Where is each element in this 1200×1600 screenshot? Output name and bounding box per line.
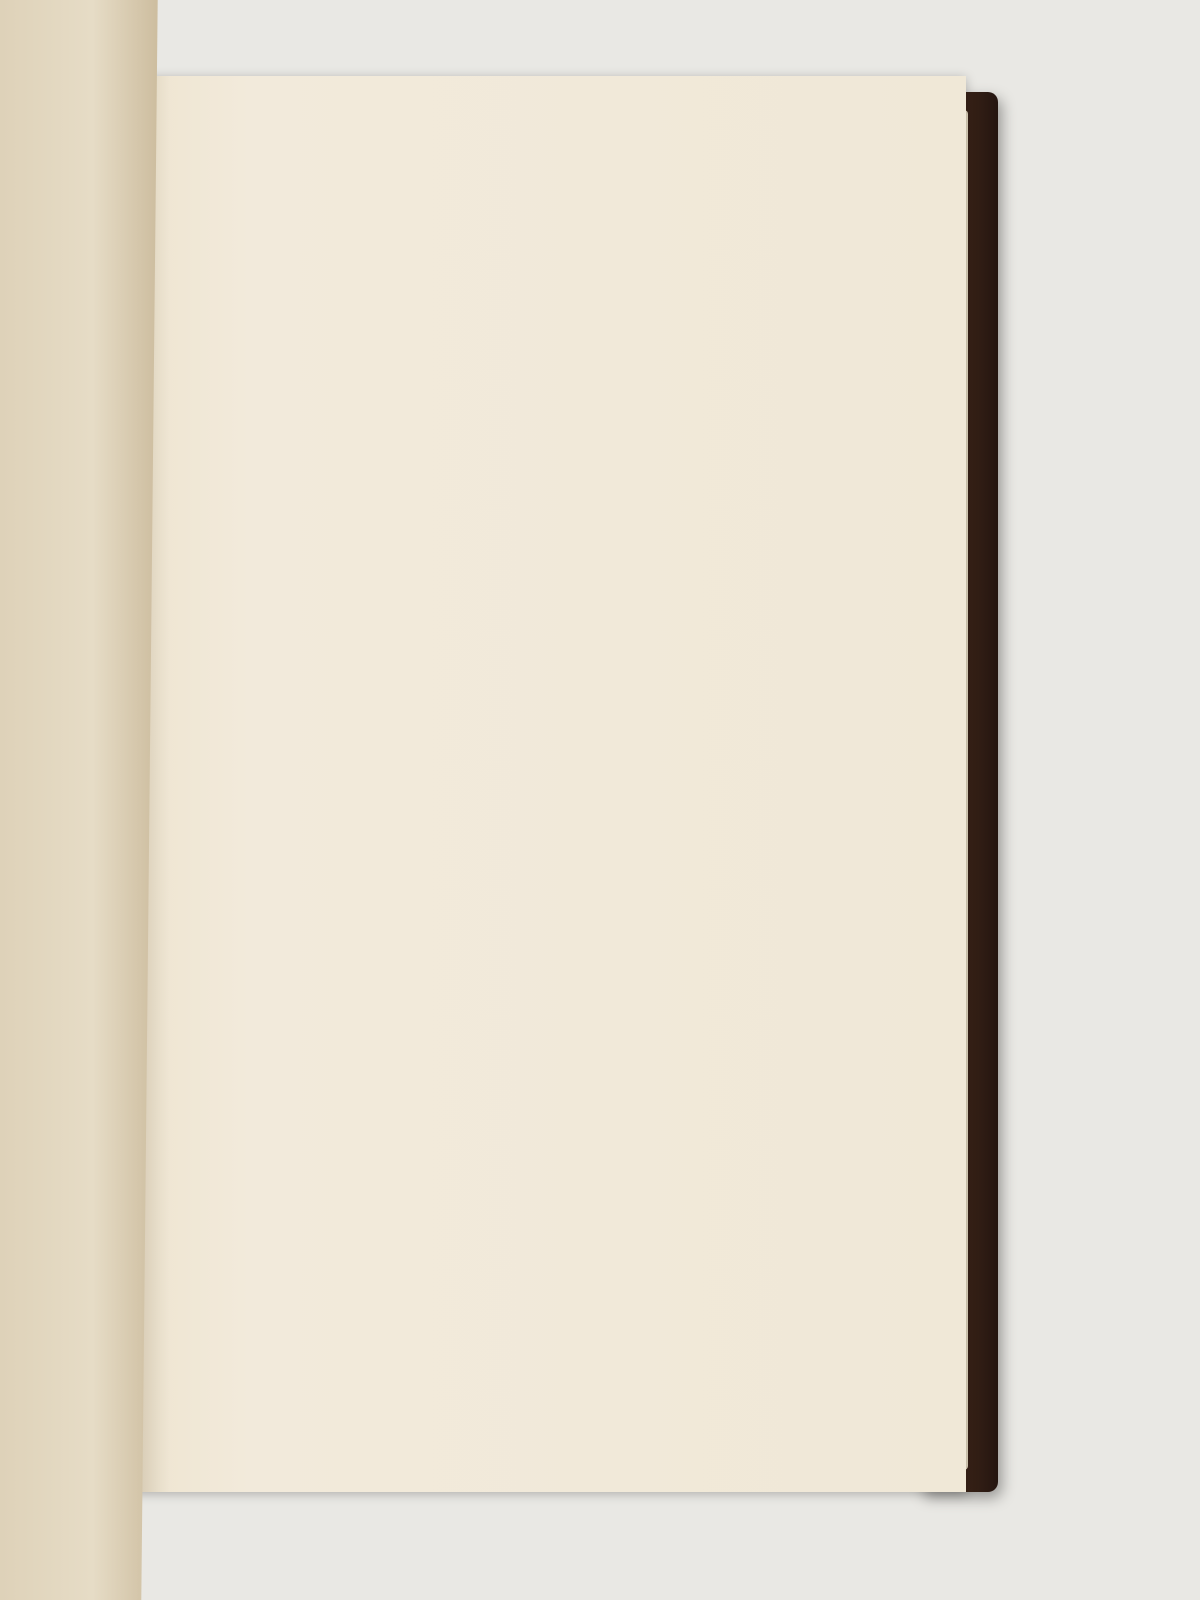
right-page <box>110 76 966 1492</box>
running-head <box>172 138 822 172</box>
left-page <box>0 0 158 1600</box>
